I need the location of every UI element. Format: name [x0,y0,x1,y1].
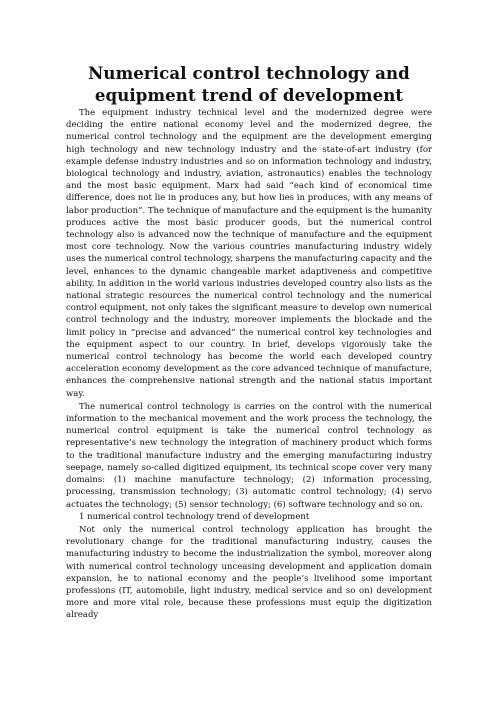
body-paragraph-2: The numerical control technology is carries on the control with the numerical information to the mechanical movement and the work process the technology, the numerical control equipment is take the numerical control technology as representative’s new technology the integration of machinery product which forms to the traditional manufacture industry and the emerging manufacturing industry seepage, namely so-called digitized equipment, its technical scope cover very many domains: (1) machine manufacture technology; (2) information processing, processing, transmission technology; (3) automatic control technology; (4) servo actuates the technology; (5) sensor technology; (6) software technology and so on. [66,401,432,510]
section-heading: 1 numerical control technology trend of development [79,511,310,522]
section-paragraph: Not only the numerical control technology application has brought the revolutionary change for the traditional manufacturing industry, causes the manufacturing industry to become the industrialization the symbol, moreover along with numerical control technology unceasing development and application domain expansion, he to national economy and the people’s livelihood some important professions (IT, automobile, light industry, medical service and so on) development more and more vital role, because these professions must equip the digitization already [66,524,432,621]
body-paragraph-1: The equipment industry technical level and the modernized degree were deciding the entire national economy level and the modernized degree, the numerical control technology and the equipment are the development emerging high technology and new technology industry and the state-of-art industry (for example defense industry industries and so on information technology and industry, biological technology and industry, aviation, astronautics) enables the technology and the most basic equipment. Marx had said “each kind of economical time difference, does not lie in produces any, but how lies in produces, with any means of labor production”. The technique of manufacture and the equipment is the humanity produces active the most basic producer goods, but the numerical control technology also is advanced now the technique of manufacture and the equipment most core technology. Now the various countries manufacturing industry widely uses the numerical control technology, sharpens the manufacturing capacity and the level, enhances to the dynamic changeable market adaptiveness and competitive ability. In addition in the world various industries developed country also lists as the national strategic resources the numerical control technology and the numerical control equipment, not only takes the significant measure to develop own numerical control technology and the industry, moreover implements the blockade and the limit policy in “precise and advanced” the numerical control key technologies and the equipment aspect to our country. In brief, develops vigorously take the numerical control technology has become the world each developed country acceleration economy development as the core advanced technique of manufacture, enhances the comprehensive national strength and the national status important way. [66,108,432,399]
document-title: Numerical control technology and equipment trend of development [88,63,410,105]
document-page [66,62,432,622]
